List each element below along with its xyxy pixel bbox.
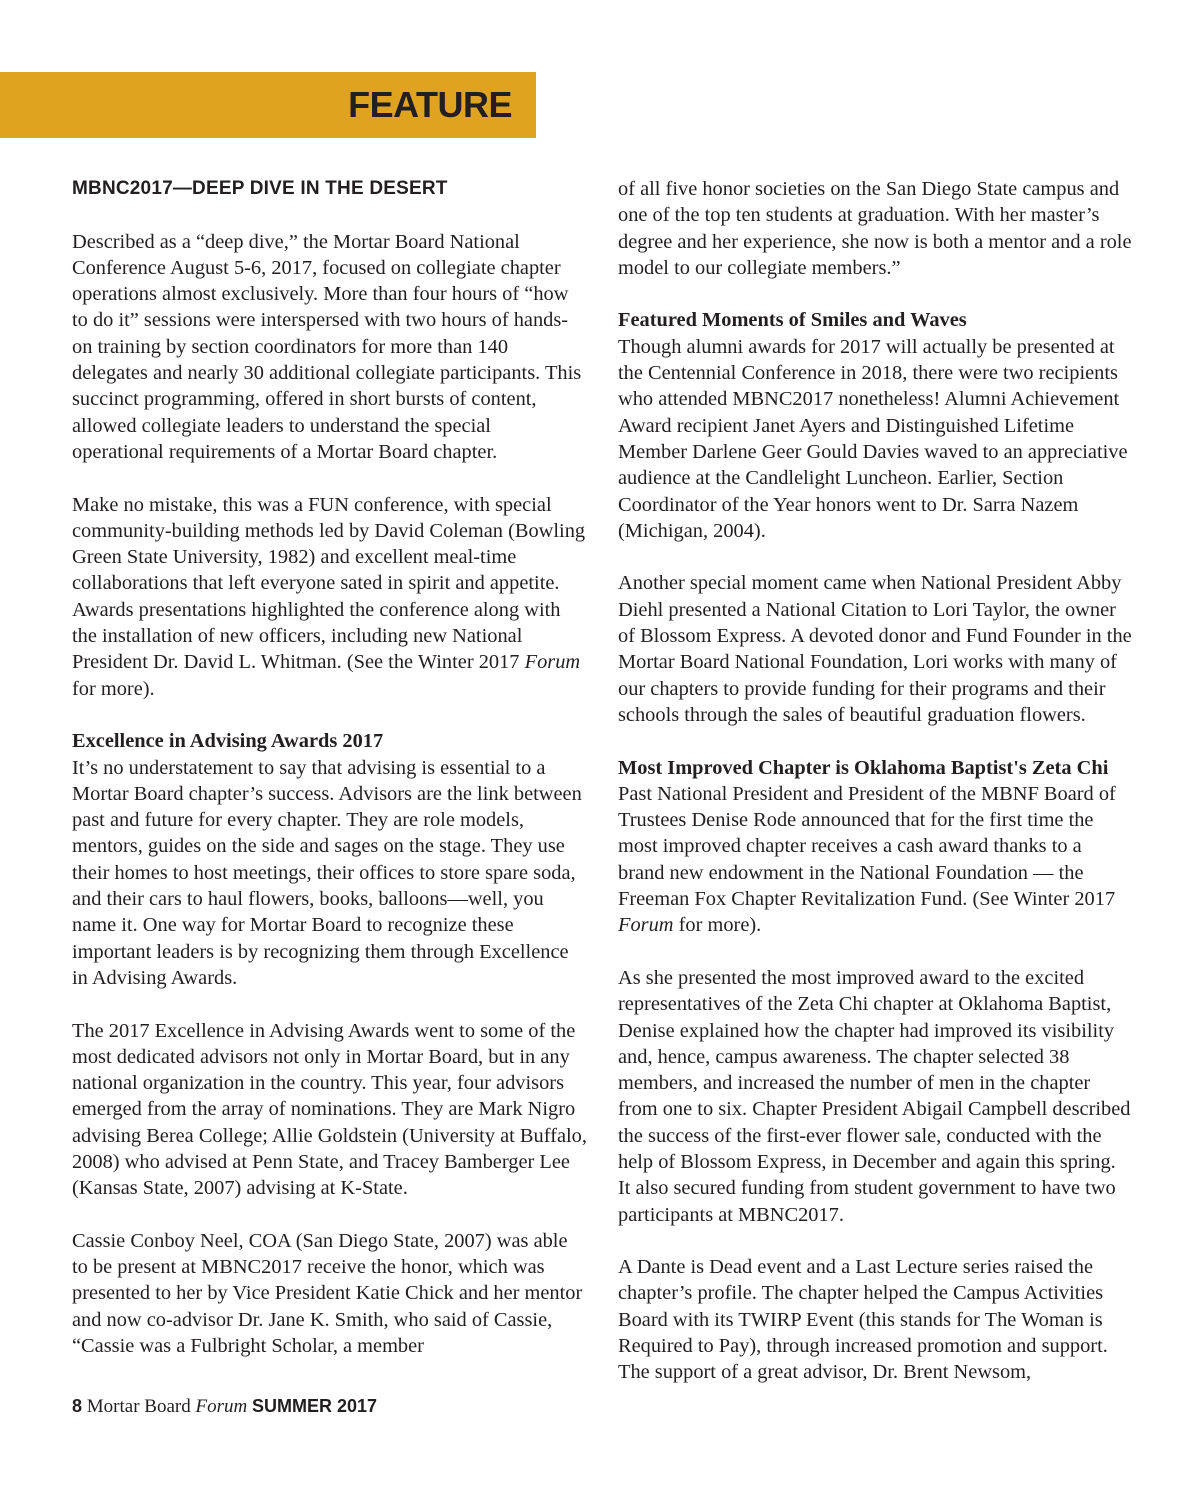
page-footer	[72, 1394, 377, 1419]
article-title: MBNC2017—DEEP DIVE IN THE DESERT	[72, 178, 448, 199]
paragraph: Though alumni awards for 2017 will actually be presented at the Centennial Conference in 2018, there were two recipients who attended MBNC2017 nonetheless! Alumni Achievement Award recipient Janet Ayers and Distinguished Lifetime Member Darlene Geer Gould Davies waved to an appreciative audience at the Candlelight Luncheon. Earlier, Section Coordinator of the Year honors went to Dr. Sarra Nazem (Michigan, 2004).	[618, 335, 1128, 542]
paragraph: Another special moment came when National President Abby Diehl presented a National Citation to Lori Taylor, the owner of Blossom Express. A devoted donor and Fund Founder in the Mortar Board National Foundation, Lori works with many of our chapters to provide funding for their programs and their schools through the sales of beautiful graduation flowers.	[618, 572, 1132, 726]
subheading-smiles-and-waves: Featured Moments of Smiles and Waves	[618, 309, 967, 332]
feature-banner	[0, 72, 536, 138]
paragraph: The 2017 Excellence in Advising Awards went to some of the most dedicated advisors not only in Mortar Board, but in any national organization in the country. This year, four advisors emerged from the array of nominations. They are Mark Nigro advising Berea College; Allie Goldstein (University at Buffalo, 2008) who advised at Penn State, and Tracey Bamberger Lee (Kansas State, 2007) advising at K-State.	[72, 1019, 587, 1200]
publication-title-italic: Forum	[195, 1396, 248, 1417]
section-label: FEATURE	[348, 84, 512, 125]
paragraph: Described as a “deep dive,” the Mortar Board National Conference August 5-6, 2017, focused on collegiate chapter operations almost exclusively. More than four hours of “how to do it” sessions were interspersed with two hours of hands-on training by section coordinators for more than 140 delegates and nearly 30 additional collegiate participants. This succinct programming, offered in short bursts of content, allowed collegiate leaders to understand the special operational requirements of a Mortar Board chapter.	[72, 230, 582, 463]
issue-label: SUMMER 2017	[251, 1396, 377, 1416]
subheading-advising-awards: Excellence in Advising Awards 2017	[72, 730, 384, 753]
left-column	[72, 176, 587, 1359]
paragraph: It’s no understatement to say that advising is essential to a Mortar Board chapter’s success. Advisors are the link between past and future for every chapter. They are role models, mentors, guides on the side and sages on the stage. They use their homes to host meetings, their offices to store spare soda, and their cars to haul flowers, books, balloons—well, you name it. One way for Mortar Board to recognize these important leaders is by recognizing them through Excellence in Advising Awards.	[72, 756, 582, 989]
page-number: 8	[72, 1396, 83, 1416]
paragraph: A Dante is Dead event and a Last Lecture series raised the chapter’s profile. The chapter helped the Campus Activities Board with its TWIRP Event (this stands for The Woman is Required to Pay), through increased promotion and support. The support of a great advisor, Dr. Brent Newsom,	[618, 1256, 1108, 1384]
paragraph: Make no mistake, this was a FUN conference, with special community-building methods led by David Coleman (Bowling Green State University, 1982) and excellent meal-time collaborations that left everyone sated in spirit and appetite. Awards presentations highlighted the conference along with the installation of new officers, including new National President Dr. David L. Whitman. (See the Winter 2017 Forum for more).	[72, 493, 586, 700]
subheading-most-improved-chapter: Most Improved Chapter is Oklahoma Baptist's Zeta Chi	[618, 756, 1109, 779]
publication-name: Forum	[618, 914, 674, 937]
paragraph: As she presented the most improved award to the excited representatives of the Zeta Chi chapter at Oklahoma Baptist, Denise explained how the chapter had improved its visibility and, hence, campus awareness. The chapter selected 38 members, and increased the number of men in the chapter from one to six. Chapter President Abigail Campbell described the success of the first-ever flower sale, conducted with the help of Blossom Express, in December and again this spring. It also secured funding from student government to have two participants at MBNC2017.	[618, 966, 1131, 1226]
publication-name: Forum	[524, 651, 581, 674]
right-column	[618, 176, 1133, 1386]
paragraph: of all five honor societies on the San Diego State campus and one of the top ten students at graduation. With her master’s degree and her experience, she now is both a mentor and a role model to our collegiate members.”	[618, 178, 1132, 279]
publication-title: Mortar Board	[86, 1396, 191, 1417]
paragraph: Past National President and President of the MBNF Board of Trustees Denise Rode announced that for the first time the most improved chapter receives a cash award thanks to a brand new endowment in the National Foundation — the Freeman Fox Chapter Revitalization Fund. (See Winter 2017 Forum for more).	[618, 782, 1116, 937]
paragraph: Cassie Conboy Neel, COA (San Diego State, 2007) was able to be present at MBNC2017 receive the honor, which was presented to her by Vice President Katie Chick and her mentor and now co-advisor Dr. Jane K. Smith, who said of Cassie, “Cassie was a Fulbright Scholar, a member	[72, 1229, 583, 1358]
